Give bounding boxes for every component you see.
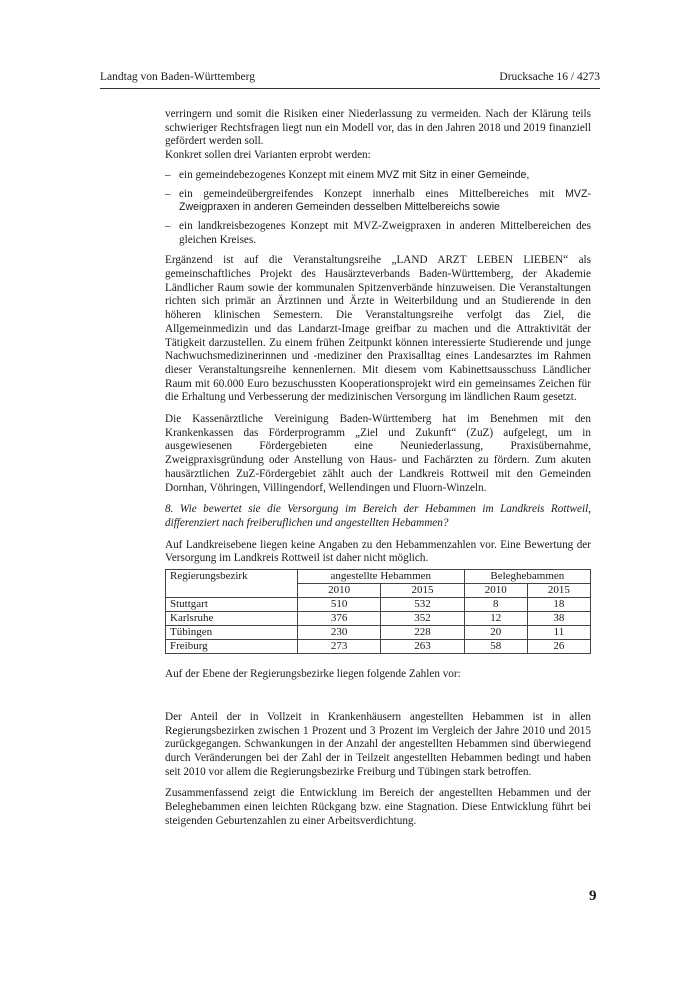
table-cell: 12 — [464, 612, 527, 626]
table-year: 2010 — [464, 584, 527, 598]
dash-marker: – — [165, 168, 171, 181]
table-cell: 11 — [527, 626, 590, 640]
dash-marker: – — [165, 219, 171, 232]
spacer — [165, 690, 591, 711]
table-header-region: Regierungsbezirk — [166, 570, 298, 598]
list-item-text: ein gemeindebezogenes Konzept mit einem — [179, 168, 377, 181]
table-cell: 263 — [381, 640, 464, 654]
table-row — [166, 612, 591, 626]
body-paragraph: Ergänzend ist auf die Veranstaltungsreihe „LAND ARZT LEBEN LIEBEN“ als gemeinschaftliches Projekt des Hausärzteverbands Baden-Württemberg, der Akademie Ländlicher Raum sowie der kommunalen Spitzenverbände hinzuweisen. Die Veranstaltungen richten sich primär an Ärztinnen und Ärzte in Weiterbildung und an Studierende in den höheren klinischen Semestern. Die Veranstaltungsreihe verfolgt das Ziel, die Allgemeinmedizin und das Landarzt-Image greifbar zu machen und die Attraktivität der Tätigkeit darzustellen. Zu einem frühen Zeitpunkt können interessierte Studierende und junge Nachwuchsmedizinerinnen und -mediziner den Praxisalltag eines Landesarztes im Rahmen dieser Veranstaltungsreihe kennenlernen. Mit diesem vom Kabinettsausschuss Ländlicher Raum mit 60.000 Euro bezuschussten Kooperationsprojekt wird ein gemeinsames Zeichen für die Erhaltung und Verbesserung der medizinischen Versorgung im ländlichen Raum gesetzt. — [165, 254, 591, 404]
table-row — [166, 598, 591, 612]
table-row — [166, 626, 591, 640]
table-cell-region: Karlsruhe — [166, 612, 298, 626]
table-cell: 510 — [297, 598, 380, 612]
dash-marker: – — [165, 187, 171, 200]
intro-lead: Konkret sollen drei Varianten erprobt werden: — [165, 149, 371, 162]
document-number: Drucksache 16 / 4273 — [499, 71, 600, 83]
table-header-row — [166, 570, 591, 584]
table-cell: 58 — [464, 640, 527, 654]
answer-paragraph: Auf Landkreisebene liegen keine Angaben zu den Hebammenzahlen vor. Eine Bewertung der Versorgung im Landkreis Rottweil ist daher nicht möglich. — [165, 538, 591, 565]
list-item-text-sans: MVZ-Zweigpraxen in anderen Gemeinden desselben Mittelbereichs sowie — [179, 187, 591, 214]
page-number: 9 — [589, 888, 597, 904]
intro-text: verringern und somit die Risiken einer Niederlassung zu vermeiden. Nach der Klärung teils schwieriger Rechtsfragen liegt nun ein Modell vor, das in den Jahren 2018 und 2019 finanziell gefördert werden soll. — [165, 108, 591, 148]
table-row — [166, 640, 591, 654]
table-cell-region: Stuttgart — [166, 598, 298, 612]
table-cell: 273 — [297, 640, 380, 654]
table-year: 2015 — [381, 584, 464, 598]
closing-paragraph: Der Anteil der in Vollzeit in Krankenhäusern angestellten Hebammen ist in allen Regierungsbezirken zwischen 1 Prozent und 3 Prozent im Vergleich der Jahre 2010 und 2015 zurückgegangen. Schwankungen in der Anzahl der angestellten Hebammen sind überwiegend durch Veränderungen bei der Zahl der in Teilzeit angestellten Hebammen bedingt und haben seit 2010 vor allem die Regierungsbezirke Freiburg und Tübingen stark betroffen. — [165, 710, 591, 778]
table-cell: 228 — [381, 626, 464, 640]
header-title: Landtag von Baden-Württemberg — [100, 71, 255, 83]
closing-paragraph: Zusammenfassend zeigt die Entwicklung im Bereich der angestellten Hebammen und der Beleghebammen einen leichten Rückgang bzw. eine Stagnation. Diese Entwicklung führt bei steigenden Geburtenzahlen zu einer Arbeitsverdichtung. — [165, 787, 591, 827]
question-heading: 8. Wie bewertet sie die Versorgung im Bereich der Hebammen im Landkreis Rottweil, differenziert nach freiberuflichen und angestellten Hebammen? — [165, 503, 591, 529]
table-cell-region: Tübingen — [166, 626, 298, 640]
list-item — [165, 188, 591, 215]
table-cell: 38 — [527, 612, 590, 626]
list-item — [165, 220, 591, 247]
intro-paragraph — [165, 108, 591, 163]
table-note: Auf der Ebene der Regierungsbezirke liegen folgende Zahlen vor: — [165, 668, 461, 681]
table-cell: 230 — [297, 626, 380, 640]
table-cell: 26 — [527, 640, 590, 654]
table-cell: 18 — [527, 598, 590, 612]
list-item-text: ein gemeindeübergreifendes Konzept innerhalb eines Mittelbereiches mit — [179, 187, 566, 200]
table-cell: 352 — [381, 612, 464, 626]
table-cell: 376 — [297, 612, 380, 626]
list-item — [165, 169, 591, 183]
table-header-employed: angestellte Hebammen — [297, 570, 464, 584]
midwives-table — [165, 569, 591, 654]
table-cell: 8 — [464, 598, 527, 612]
list-item-text-sans: MVZ mit Sitz in einer Gemeinde, — [376, 168, 530, 181]
table-year: 2010 — [297, 584, 380, 598]
table-header-attending: Beleghebammen — [464, 570, 590, 584]
list-item-text: ein landkreisbezogenes Konzept mit MVZ-Zweigpraxen in anderen Mittelbereichen des gleichen Kreises. — [179, 219, 591, 246]
table-cell: 532 — [381, 598, 464, 612]
table-cell: 20 — [464, 626, 527, 640]
variant-list — [165, 169, 591, 248]
header-divider — [100, 88, 600, 89]
page-body — [165, 108, 591, 836]
table-year: 2015 — [527, 584, 590, 598]
table-cell-region: Freiburg — [166, 640, 298, 654]
body-paragraph: Die Kassenärztliche Vereinigung Baden-Württemberg hat im Benehmen mit den Krankenkassen das Förderprogramm „Ziel und Zukunft“ (ZuZ) aufgelegt, um in ausgewiesenen Fördergebieten eine Neuniederlassung, Praxisübernahme, Zweigpraxisgründung oder Anstellung von Haus- und Fachärzten zu fördern. Zum akuten hausärztlichen ZuZ-Fördergebiet zählt auch der Landkreis Rottweil mit den Gemeinden Dornhan, Vöhringen, Villingendorf, Wellendingen und Fluorn-Winzeln. — [165, 413, 591, 494]
